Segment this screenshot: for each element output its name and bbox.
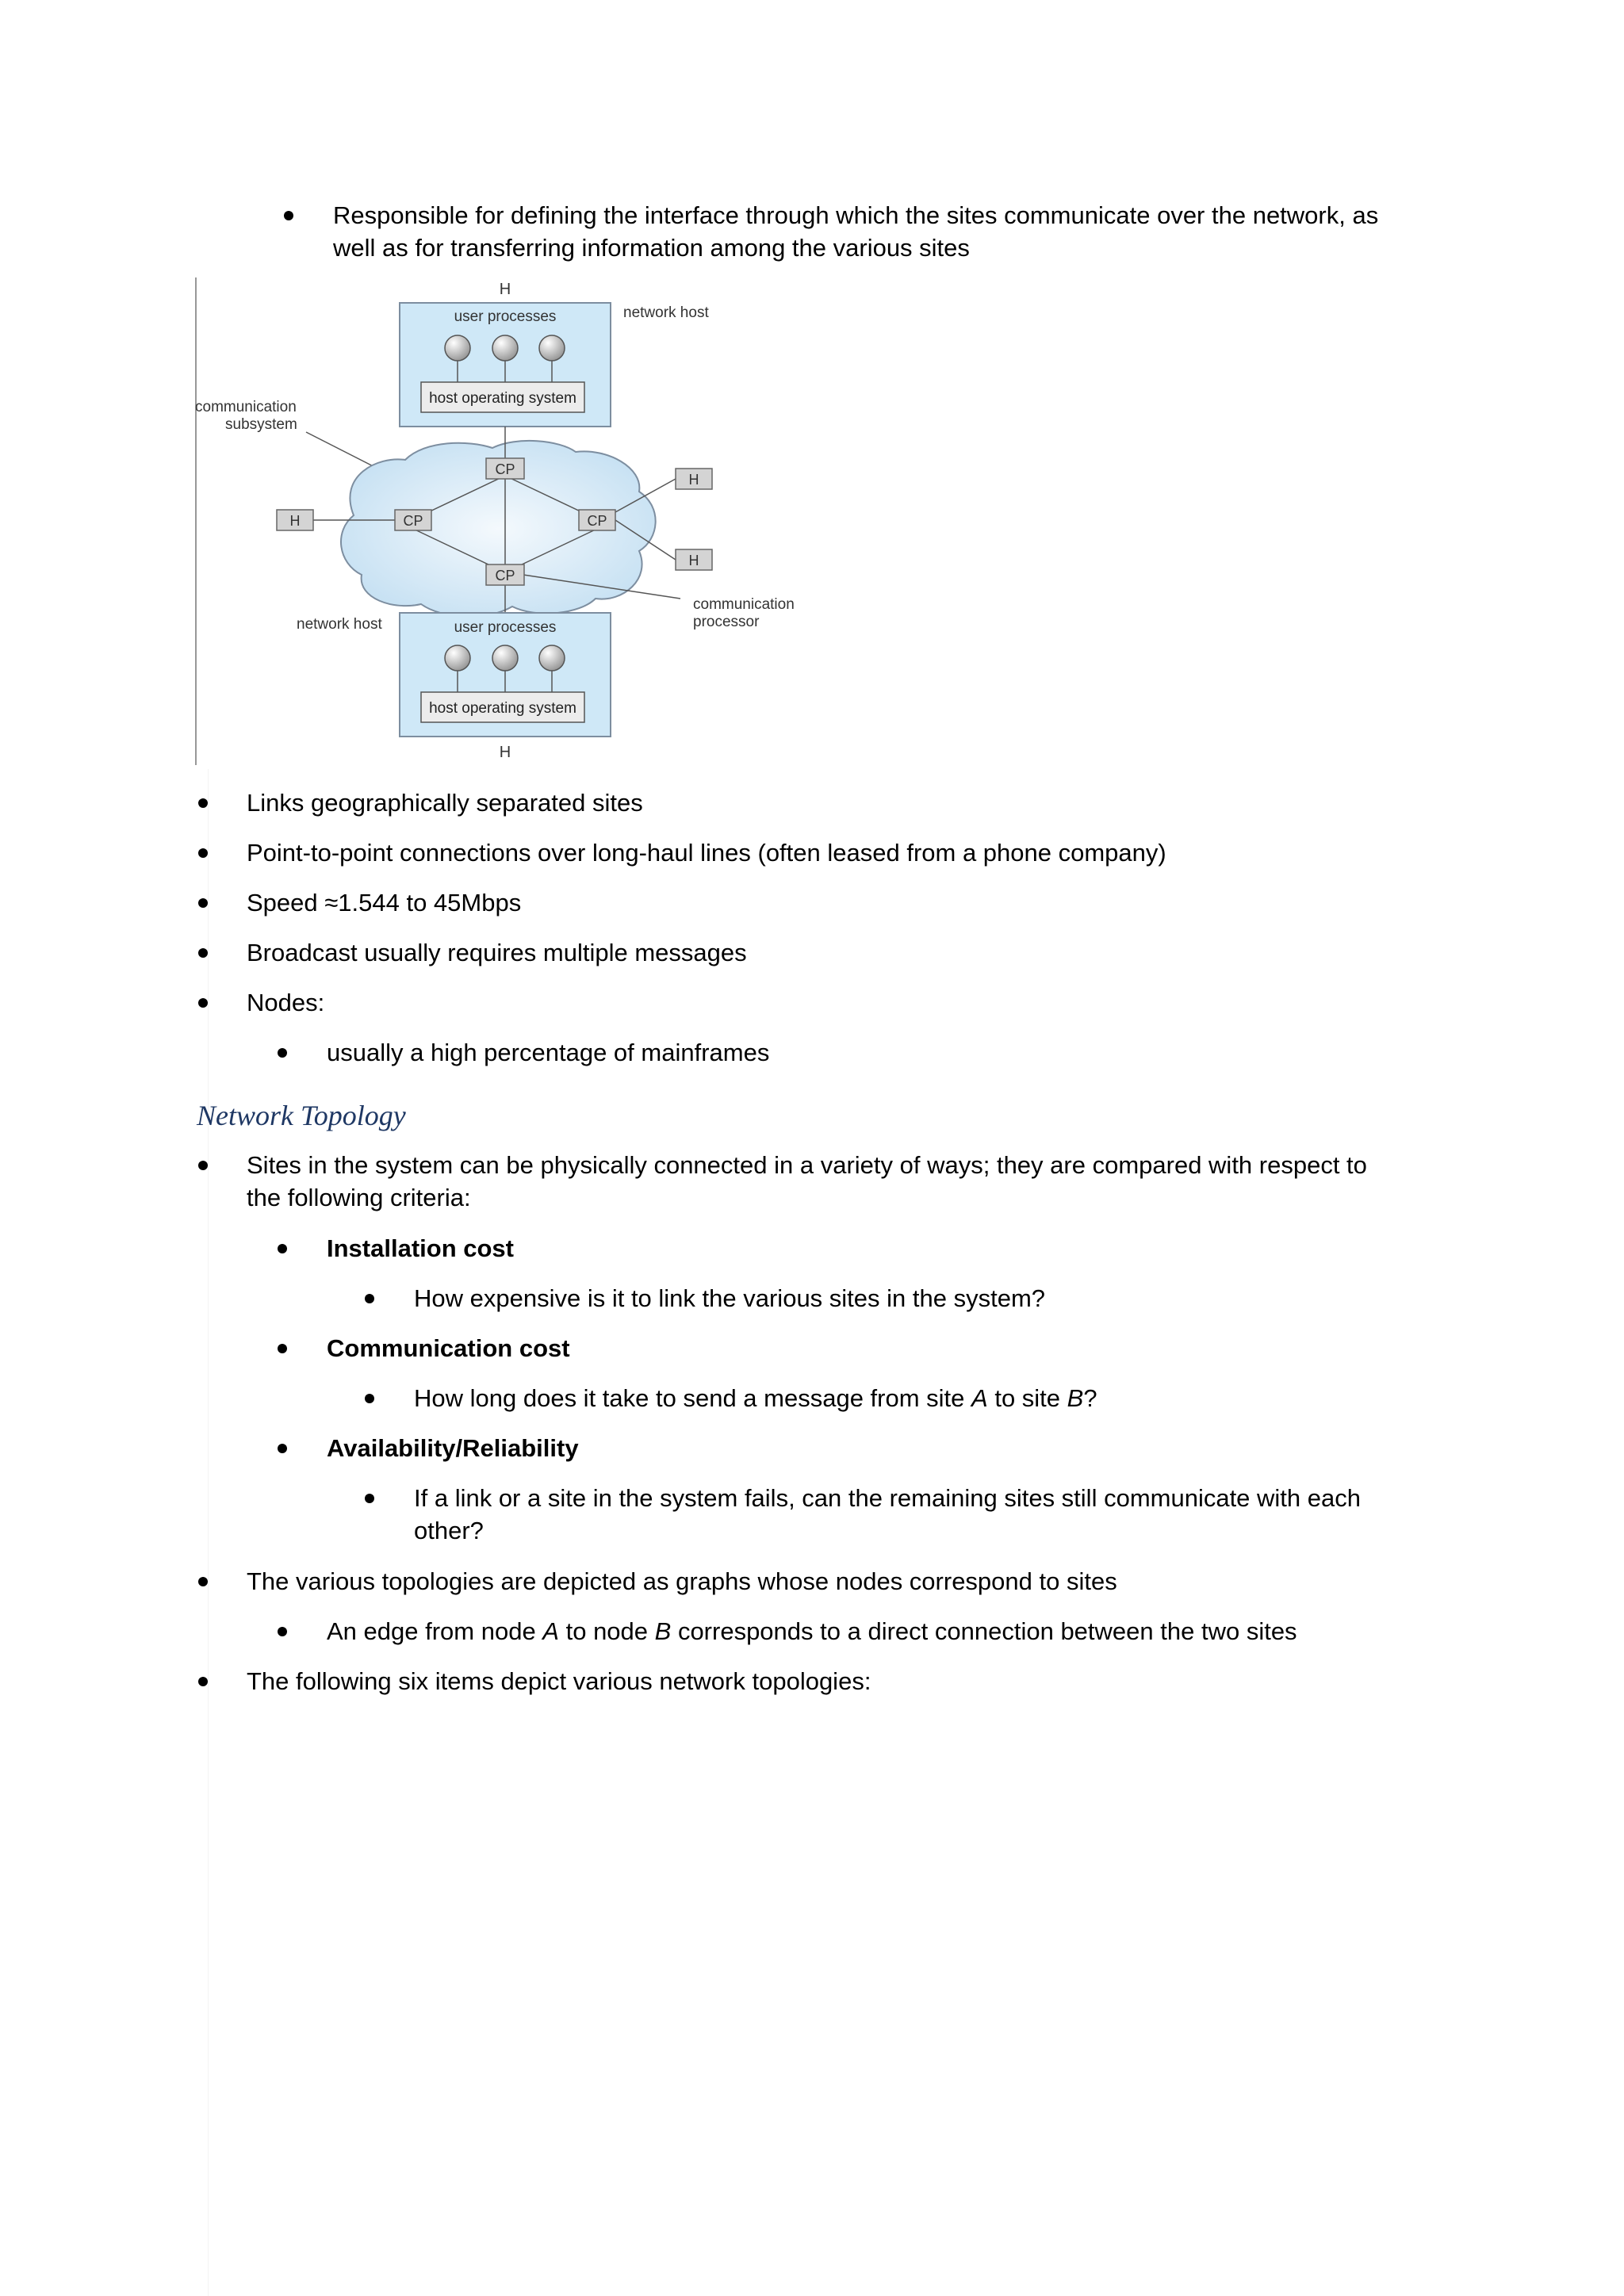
node-b: B xyxy=(654,1617,672,1645)
availability-question-line-1: If a link or a site in the system fails, can the remaining sites still communicate with each xyxy=(414,1484,1361,1512)
communication-cost-title: Communication cost xyxy=(327,1334,570,1362)
topology-intro-line-1: Sites in the system can be physically connected in a variety of ways; they are compared with respect to xyxy=(247,1151,1367,1179)
cp-label: CP xyxy=(587,513,607,529)
process-circle-icon xyxy=(492,645,518,671)
top-network-host-label: network host xyxy=(623,304,709,321)
cp-label: CP xyxy=(403,513,423,529)
node-a: A xyxy=(542,1617,559,1645)
edge-text: to node xyxy=(558,1617,655,1645)
bottom-network-host-label: network host xyxy=(297,616,382,633)
bullet xyxy=(278,1244,287,1253)
comm-subsystem-label-2: subsystem xyxy=(225,416,297,433)
process-circle-icon xyxy=(445,335,470,361)
bottom-host-os-label: host operating system xyxy=(429,700,576,717)
six-items-bullet: The following six items depict various network topologies: xyxy=(247,1667,871,1695)
intro-line-1: Responsible for defining the interface through which the sites communicate over the network, as xyxy=(333,201,1379,229)
comm-processor-label-2: processor xyxy=(693,614,760,630)
bullet xyxy=(198,848,208,858)
bullet xyxy=(365,1494,374,1503)
bullet xyxy=(365,1294,374,1303)
cp-label: CP xyxy=(495,568,515,584)
bullet xyxy=(198,948,208,958)
host-node-label: H xyxy=(688,553,699,568)
bullet xyxy=(278,1444,287,1453)
question-text: How long does it take to send a message from site xyxy=(414,1384,972,1412)
bullet xyxy=(198,998,208,1008)
comm-processor-label-1: communication xyxy=(693,596,795,613)
wan-bullet: Point-to-point connections over long-haul lines (often leased from a phone company) xyxy=(247,839,1166,867)
bullet xyxy=(278,1344,287,1353)
question-text: ? xyxy=(1083,1384,1097,1412)
graphs-bullet: The various topologies are depicted as graphs whose nodes correspond to sites xyxy=(247,1567,1117,1595)
bullet xyxy=(198,1161,208,1170)
host-node-label: H xyxy=(289,513,301,529)
bullet xyxy=(365,1394,374,1403)
availability-title: Availability/Reliability xyxy=(327,1434,579,1462)
wan-bullet: Speed ≈1.544 to 45Mbps xyxy=(247,889,522,916)
process-circle-icon xyxy=(445,645,470,671)
cp-label: CP xyxy=(495,461,515,477)
bullet xyxy=(198,1577,208,1586)
section-title: Network Topology xyxy=(197,1100,406,1131)
site-a: A xyxy=(971,1384,988,1412)
wan-bullet: Links geographically separated sites xyxy=(247,789,643,817)
bullet xyxy=(284,211,293,220)
bullet xyxy=(198,1677,208,1686)
bullet xyxy=(198,898,208,908)
site-b: B xyxy=(1067,1384,1084,1412)
process-circle-icon xyxy=(539,335,565,361)
wan-bullet: Nodes: xyxy=(247,989,325,1016)
top-host-os-label: host operating system xyxy=(429,390,576,407)
installation-cost-question: How expensive is it to link the various sites in the system? xyxy=(414,1284,1046,1312)
bullet xyxy=(278,1048,287,1058)
edge-text: An edge from node xyxy=(327,1617,543,1645)
edge-bullet xyxy=(327,1615,1297,1647)
nodes-sub-bullet: usually a high percentage of mainframes xyxy=(327,1039,770,1066)
wan-diagram xyxy=(195,277,806,765)
communication-cost-question xyxy=(414,1382,1097,1414)
installation-cost-title: Installation cost xyxy=(327,1234,514,1262)
wan-bullet: Broadcast usually requires multiple messages xyxy=(247,939,747,966)
intro-line-2: well as for transferring information among the various sites xyxy=(333,234,970,262)
comm-subsystem-label-1: communication xyxy=(195,399,297,415)
availability-question-line-2: other? xyxy=(414,1517,484,1544)
edge-text: corresponds to a direct connection between the two sites xyxy=(671,1617,1297,1645)
bottom-user-processes-label: user processes xyxy=(454,619,557,636)
topology-intro-line-2: the following criteria: xyxy=(247,1184,471,1211)
bullet xyxy=(198,798,208,808)
host-node-label: H xyxy=(688,472,699,488)
top-host-label: H xyxy=(499,281,511,298)
bottom-host-label: H xyxy=(499,744,511,761)
top-user-processes-label: user processes xyxy=(454,308,557,325)
bullet xyxy=(278,1627,287,1636)
page-shadow-edge xyxy=(208,769,209,2296)
process-circle-icon xyxy=(539,645,565,671)
process-circle-icon xyxy=(492,335,518,361)
question-text: to site xyxy=(987,1384,1067,1412)
